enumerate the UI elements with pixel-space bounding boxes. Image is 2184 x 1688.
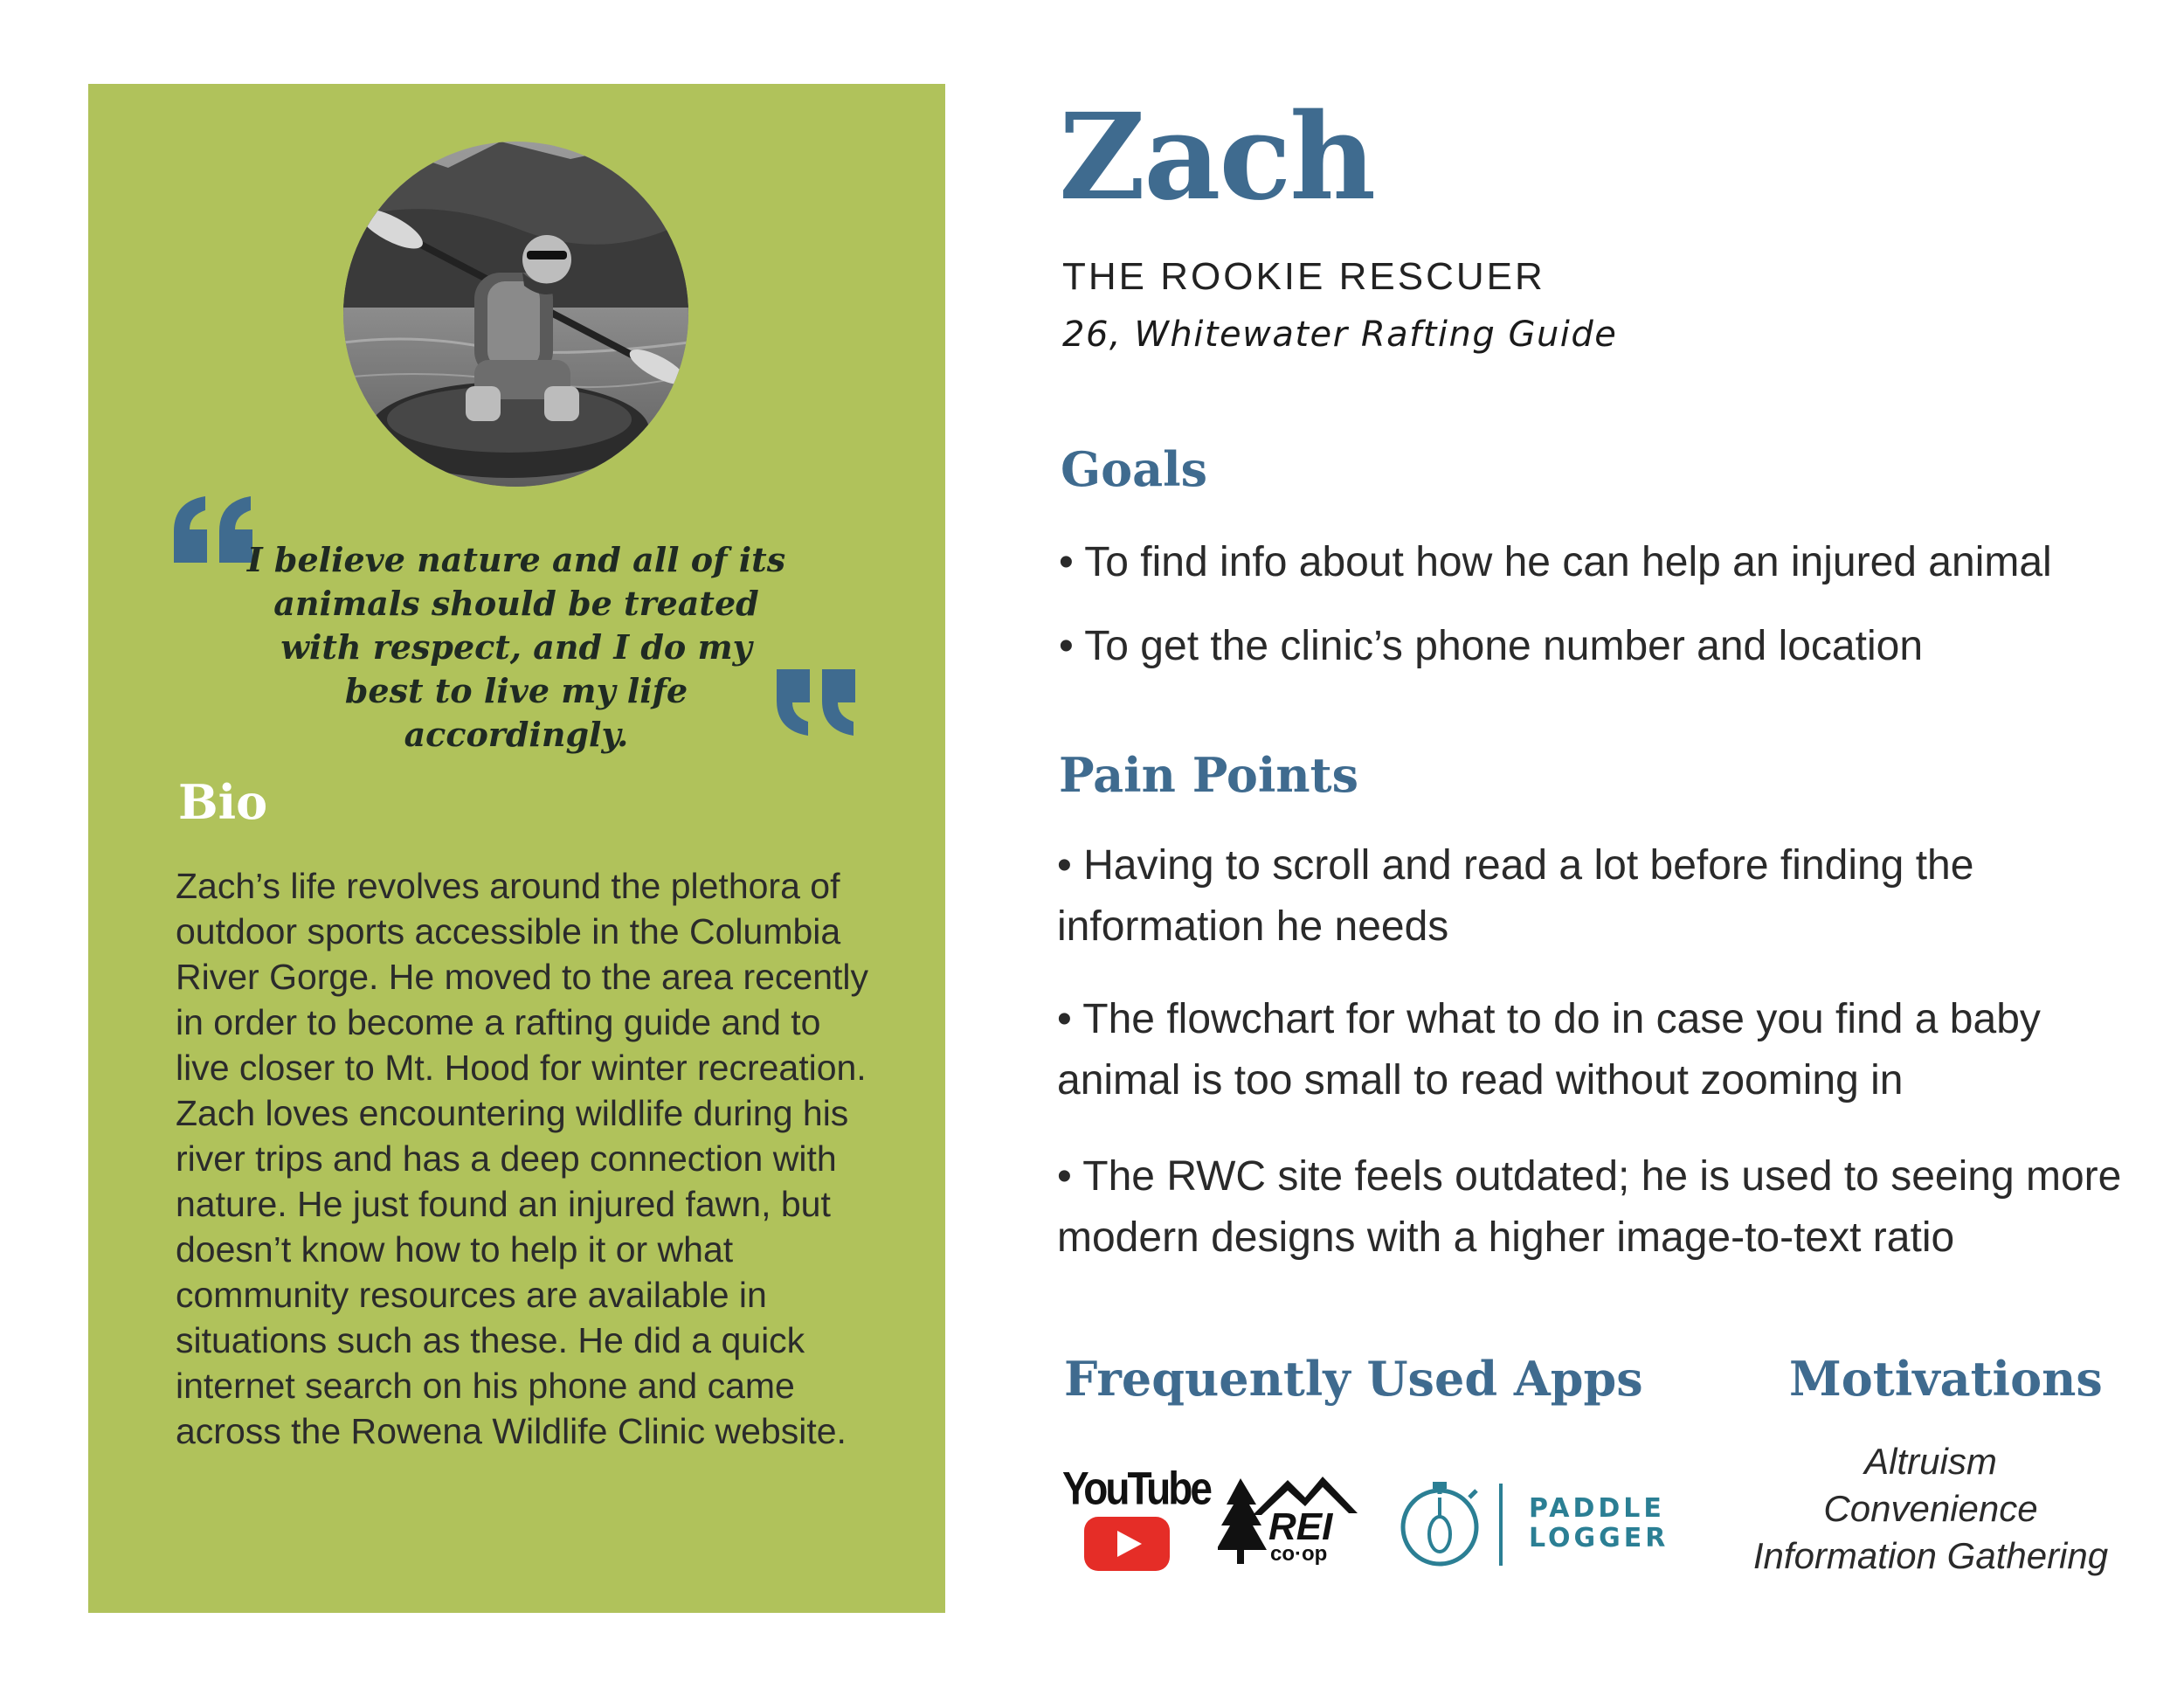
motivations-list: [1738, 1438, 2123, 1580]
goals-heading: Goals: [1061, 441, 1208, 497]
bio-heading: Bio: [178, 774, 268, 830]
person-photo: [343, 142, 688, 487]
rei-wordmark: REI: [1268, 1505, 1333, 1548]
youtube-wordmark: YouTube: [1062, 1462, 1210, 1514]
apps-heading: Frequently Used Apps: [1064, 1351, 1643, 1407]
rei-coop-logo: [1218, 1470, 1361, 1566]
goal-item: • To get the clinic’s phone number and location: [1059, 623, 1924, 669]
youtube-logo: [1062, 1462, 1210, 1569]
pain-point-item: • The flowchart for what to do in case you find a baby animal is too small to read without zooming in: [1057, 996, 2041, 1103]
persona-tagline: THE ROOKIE RESCUER: [1062, 255, 1545, 298]
motivation-item: Altruism: [1864, 1441, 1997, 1482]
persona-quote: I believe nature and all of its animals should be treated with respect, and I do my best to live my life accordingly.: [246, 540, 786, 754]
persona-panel: [88, 84, 945, 1613]
stopwatch-icon: [1398, 1477, 1520, 1573]
logger-wordmark: LOGGER: [1529, 1523, 1669, 1553]
bio-text: Zach’s life revolves around the plethora of outdoor sports accessible in the Columbia River Gorge. He moved to the area recently in order to become a rafting guide and to live closer to Mt. Hood for winter recreation. Zach loves encountering wildlife during his river trips and has a deep connection with nature. He just found an injured fawn, but doesn’t know how to help it or what community resources are available in situations such as these. He did a quick internet search on his phone and came across the Rowena Wildlife Clinic website.: [176, 866, 869, 1451]
paddle-wordmark: PADDLE: [1529, 1493, 1665, 1524]
motivations-heading: Motivations: [1789, 1351, 2103, 1407]
play-icon: [1084, 1517, 1170, 1571]
pain-point-item: • Having to scroll and read a lot before finding the information he needs: [1057, 842, 1974, 950]
persona-name: Zach: [1059, 87, 1375, 227]
paddle-logger-logo: [1398, 1477, 1669, 1573]
motivation-item: Convenience: [1823, 1488, 2038, 1529]
avatar: [343, 142, 688, 487]
coop-wordmark: co·op: [1270, 1542, 1328, 1566]
motivation-item: Information Gathering: [1752, 1535, 2109, 1576]
pain-point-item: • The RWC site feels outdated; he is used to seeing more modern designs with a higher image-to-text ratio: [1057, 1153, 2122, 1261]
goal-item: • To find info about how he can help an injured animal: [1059, 539, 2052, 585]
persona-role: 26, Whitewater Rafting Guide: [1062, 315, 1618, 355]
pain-points-heading: Pain Points: [1059, 747, 1359, 803]
quote-close-icon: [775, 668, 858, 737]
